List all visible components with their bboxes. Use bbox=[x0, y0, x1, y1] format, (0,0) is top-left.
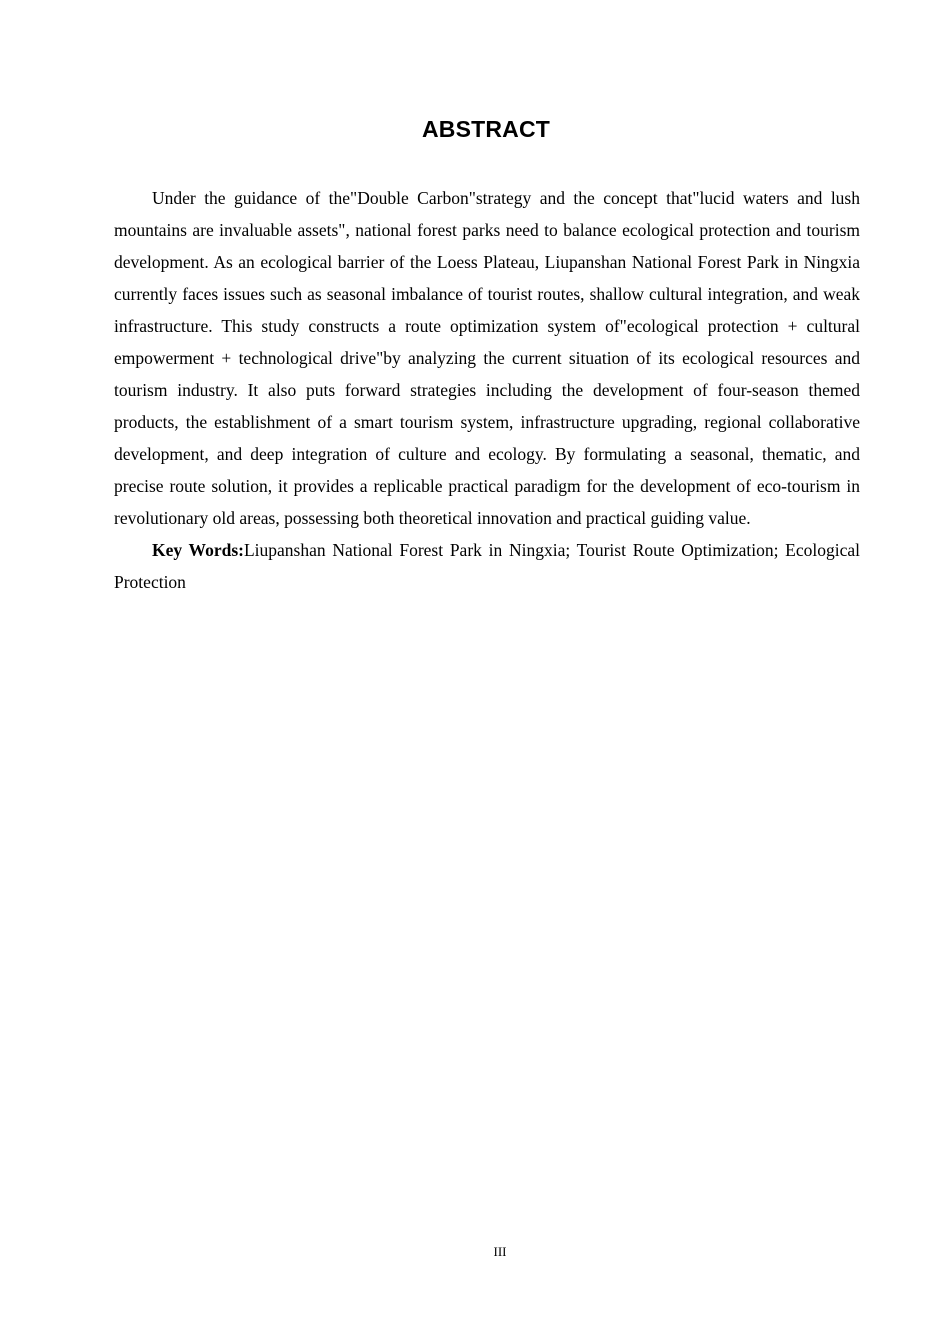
keywords-text: Liupanshan National Forest Park in Ningxia; Tourist Route Optimization; Ecological Protection bbox=[114, 540, 860, 592]
abstract-title: ABSTRACT bbox=[421, 116, 551, 142]
abstract-paragraph: Under the guidance of the"Double Carbon"strategy and the concept that"lucid waters and lush mountains are invaluable assets", national forest parks need to balance ecological protection and tourism development. As an ecological barrier of the Loess Plateau, Liupanshan National Forest Park in Ningxia currently faces issues such as seasonal imbalance of tourist routes, shallow cultural integration, and weak infrastructure. This study constructs a route optimization system of"ecological protection + cultural empowerment + technological drive"by analyzing the current situation of its ecological resources and tourism industry. It also puts forward strategies including the development of four-season themed products, the establishment of a smart tourism system, infrastructure upgrading, regional collaborative development, and deep integration of culture and ecology. By formulating a seasonal, thematic, and precise route solution, it provides a replicable practical paradigm for the development of eco-tourism in revolutionary old areas, possessing both theoretical innovation and practical guiding value. bbox=[114, 188, 860, 528]
abstract-body bbox=[114, 182, 860, 598]
page-number: III bbox=[493, 1244, 507, 1259]
keywords-paragraph bbox=[114, 534, 860, 598]
keywords-label: Key Words: bbox=[152, 540, 244, 560]
